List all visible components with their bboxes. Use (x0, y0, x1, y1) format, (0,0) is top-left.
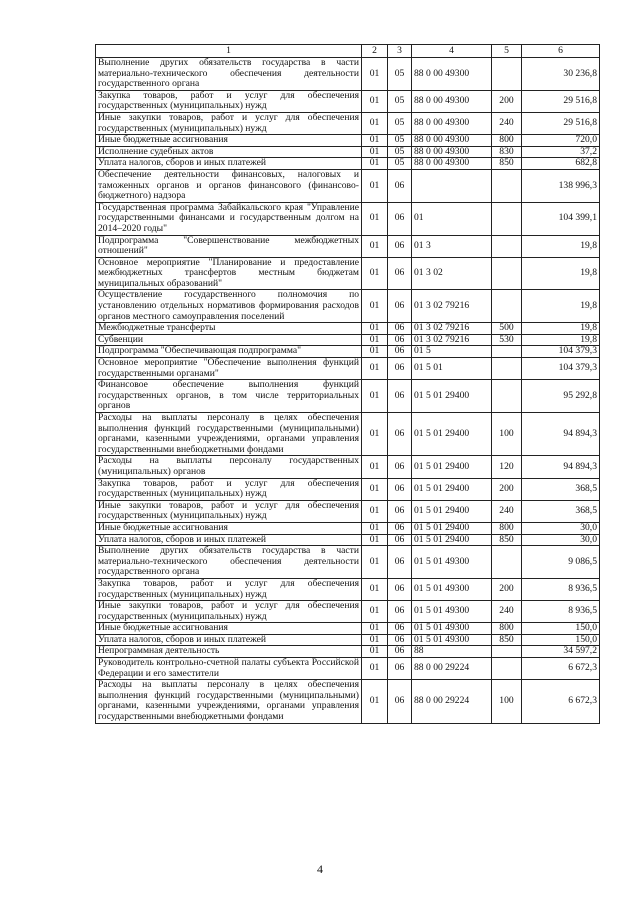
row-subsection-cell: 05 (388, 146, 412, 158)
table-row (96, 202, 600, 235)
row-expense-type-cell: 120 (492, 456, 522, 478)
table-row (96, 522, 600, 534)
table-row (96, 534, 600, 546)
row-subsection-cell: 06 (388, 346, 412, 358)
row-amount-cell: 150,0 (522, 623, 600, 635)
row-target-article-cell: 88 0 00 29224 (412, 680, 492, 723)
row-subsection-cell: 06 (388, 323, 412, 335)
row-name-cell: Иные закупки товаров, работ и услуг для обеспечения государственных (муниципальных) нужд (96, 500, 362, 522)
row-section-cell: 01 (362, 680, 388, 723)
row-expense-type-cell (492, 257, 522, 290)
row-section-cell: 01 (362, 522, 388, 534)
row-target-article-cell: 01 5 01 29400 (412, 500, 492, 522)
row-expense-type-cell (492, 169, 522, 202)
row-subsection-cell: 06 (388, 257, 412, 290)
row-expense-type-cell (492, 290, 522, 323)
row-amount-cell: 720,0 (522, 135, 600, 147)
table-row (96, 658, 600, 680)
column-header-target-article: 4 (412, 45, 492, 58)
column-header-name: 1 (96, 45, 362, 58)
row-amount-cell: 19,8 (522, 290, 600, 323)
row-name-cell: Иные закупки товаров, работ и услуг для обеспечения государственных (муниципальных) нужд (96, 601, 362, 623)
table-row (96, 546, 600, 579)
row-amount-cell: 30,0 (522, 522, 600, 534)
row-name-cell: Иные бюджетные ассигнования (96, 522, 362, 534)
row-target-article-cell: 01 5 01 (412, 358, 492, 380)
row-expense-type-cell (492, 58, 522, 91)
row-name-cell: Основное мероприятие "Планирование и предоставление межбюджетных трансфертов местным бюджетам муниципальных образований" (96, 257, 362, 290)
row-expense-type-cell: 800 (492, 522, 522, 534)
row-amount-cell: 8 936,5 (522, 578, 600, 600)
table-row (96, 257, 600, 290)
row-target-article-cell: 01 3 02 (412, 257, 492, 290)
row-expense-type-cell: 530 (492, 334, 522, 346)
row-amount-cell: 9 086,5 (522, 546, 600, 579)
row-name-cell: Расходы на выплаты персоналу в целях обеспечения выполнения функций государственными (муниципальными) органами, казенными учреждениями, органами управления государственными внебюджетными фондами (96, 413, 362, 456)
row-expense-type-cell: 240 (492, 601, 522, 623)
row-target-article-cell: 88 0 00 49300 (412, 58, 492, 91)
row-name-cell: Уплата налогов, сборов и иных платежей (96, 158, 362, 170)
table-row (96, 90, 600, 112)
row-target-article-cell: 88 0 00 49300 (412, 135, 492, 147)
page-number: 4 (317, 862, 323, 876)
row-subsection-cell: 05 (388, 90, 412, 112)
table-row (96, 646, 600, 658)
row-amount-cell: 37,2 (522, 146, 600, 158)
row-amount-cell: 104 379,3 (522, 346, 600, 358)
row-section-cell: 01 (362, 601, 388, 623)
row-amount-cell: 19,8 (522, 334, 600, 346)
row-name-cell: Обеспечение деятельности финансовых, налоговых и таможенных органов и органов финансового (финансово-бюджетного) надзора (96, 169, 362, 202)
row-target-article-cell (412, 169, 492, 202)
row-target-article-cell: 01 5 (412, 346, 492, 358)
row-amount-cell: 95 292,8 (522, 380, 600, 413)
row-amount-cell: 19,8 (522, 257, 600, 290)
row-subsection-cell: 06 (388, 413, 412, 456)
row-section-cell: 01 (362, 323, 388, 335)
row-amount-cell: 6 672,3 (522, 680, 600, 723)
row-section-cell: 01 (362, 634, 388, 646)
row-amount-cell: 368,5 (522, 500, 600, 522)
row-target-article-cell: 01 5 01 29400 (412, 380, 492, 413)
table-row (96, 158, 600, 170)
row-amount-cell: 30 236,8 (522, 58, 600, 91)
row-name-cell: Осуществление государственного полномочия по установлению отдельных нормативов формирования расходов органов местного самоуправления поселений (96, 290, 362, 323)
row-amount-cell: 30,0 (522, 534, 600, 546)
row-expense-type-cell (492, 546, 522, 579)
row-section-cell: 01 (362, 169, 388, 202)
row-target-article-cell: 01 5 01 49300 (412, 623, 492, 635)
row-amount-cell: 94 894,3 (522, 456, 600, 478)
row-name-cell: Финансовое обеспечение выполнения функций государственных органов, в том числе территориальных органов (96, 380, 362, 413)
table-row (96, 456, 600, 478)
row-expense-type-cell: 200 (492, 90, 522, 112)
row-section-cell: 01 (362, 158, 388, 170)
row-target-article-cell: 01 3 (412, 235, 492, 257)
row-expense-type-cell: 850 (492, 158, 522, 170)
row-subsection-cell: 06 (388, 500, 412, 522)
row-section-cell: 01 (362, 358, 388, 380)
row-expense-type-cell (492, 358, 522, 380)
table-row (96, 680, 600, 723)
row-expense-type-cell (492, 235, 522, 257)
table-row (96, 578, 600, 600)
row-target-article-cell: 01 5 01 49300 (412, 634, 492, 646)
row-name-cell: Субвенции (96, 334, 362, 346)
row-target-article-cell: 01 3 02 79216 (412, 334, 492, 346)
row-expense-type-cell: 800 (492, 623, 522, 635)
row-expense-type-cell: 200 (492, 478, 522, 500)
row-section-cell: 01 (362, 456, 388, 478)
row-subsection-cell: 06 (388, 534, 412, 546)
row-target-article-cell: 01 5 01 49300 (412, 601, 492, 623)
table-row (96, 478, 600, 500)
row-section-cell: 01 (362, 658, 388, 680)
table-row (96, 58, 600, 91)
row-subsection-cell: 06 (388, 546, 412, 579)
row-target-article-cell: 01 3 02 79216 (412, 290, 492, 323)
row-target-article-cell: 88 0 00 49300 (412, 158, 492, 170)
row-name-cell: Руководитель контрольно-счетной палаты субъекта Российской Федерации и его заместители (96, 658, 362, 680)
row-name-cell: Уплата налогов, сборов и иных платежей (96, 634, 362, 646)
row-amount-cell: 29 516,8 (522, 90, 600, 112)
row-expense-type-cell: 500 (492, 323, 522, 335)
table-row (96, 358, 600, 380)
row-target-article-cell: 01 5 01 29400 (412, 534, 492, 546)
row-amount-cell: 368,5 (522, 478, 600, 500)
row-section-cell: 01 (362, 578, 388, 600)
table-row (96, 235, 600, 257)
row-section-cell: 01 (362, 90, 388, 112)
row-subsection-cell: 06 (388, 202, 412, 235)
table-body (96, 58, 600, 724)
row-amount-cell: 150,0 (522, 634, 600, 646)
row-expense-type-cell: 850 (492, 534, 522, 546)
row-name-cell: Иные закупки товаров, работ и услуг для обеспечения государственных (муниципальных) нужд (96, 112, 362, 134)
row-amount-cell: 29 516,8 (522, 112, 600, 134)
table-row (96, 290, 600, 323)
row-target-article-cell: 01 5 01 29400 (412, 413, 492, 456)
row-subsection-cell: 06 (388, 634, 412, 646)
row-amount-cell: 104 399,1 (522, 202, 600, 235)
row-name-cell: Выполнение других обязательств государства в части материально-технического обеспечения деятельности государственного органа (96, 58, 362, 91)
table-row (96, 334, 600, 346)
budget-document (95, 44, 599, 724)
row-subsection-cell: 06 (388, 601, 412, 623)
row-target-article-cell: 88 0 00 49300 (412, 112, 492, 134)
row-amount-cell: 8 936,5 (522, 601, 600, 623)
row-name-cell: Иные бюджетные ассигнования (96, 623, 362, 635)
row-subsection-cell: 06 (388, 658, 412, 680)
table-row (96, 135, 600, 147)
row-amount-cell: 19,8 (522, 323, 600, 335)
row-section-cell: 01 (362, 112, 388, 134)
row-name-cell: Выполнение других обязательств государства в части материально-технического обеспечения деятельности государственного органа (96, 546, 362, 579)
row-section-cell: 01 (362, 346, 388, 358)
row-subsection-cell: 06 (388, 456, 412, 478)
row-name-cell: Межбюджетные трансферты (96, 323, 362, 335)
row-subsection-cell: 06 (388, 522, 412, 534)
row-expense-type-cell: 100 (492, 413, 522, 456)
row-name-cell: Иные бюджетные ассигнования (96, 135, 362, 147)
row-section-cell: 01 (362, 334, 388, 346)
table-row (96, 146, 600, 158)
table-row (96, 634, 600, 646)
row-subsection-cell: 06 (388, 680, 412, 723)
row-expense-type-cell: 200 (492, 578, 522, 600)
row-target-article-cell: 88 0 00 49300 (412, 90, 492, 112)
row-target-article-cell: 01 5 01 29400 (412, 456, 492, 478)
row-target-article-cell: 88 0 00 29224 (412, 658, 492, 680)
row-name-cell: Непрограммная деятельность (96, 646, 362, 658)
row-expense-type-cell: 800 (492, 135, 522, 147)
row-section-cell: 01 (362, 146, 388, 158)
row-subsection-cell: 05 (388, 112, 412, 134)
row-subsection-cell: 06 (388, 578, 412, 600)
row-expense-type-cell (492, 646, 522, 658)
row-section-cell: 01 (362, 135, 388, 147)
table-row (96, 500, 600, 522)
row-amount-cell: 104 379,3 (522, 358, 600, 380)
table-row (96, 413, 600, 456)
table-row (96, 169, 600, 202)
row-target-article-cell: 01 5 01 49300 (412, 546, 492, 579)
row-target-article-cell: 01 5 01 49300 (412, 578, 492, 600)
row-expense-type-cell (492, 346, 522, 358)
row-subsection-cell: 05 (388, 158, 412, 170)
row-subsection-cell: 06 (388, 478, 412, 500)
table-header-row (96, 45, 600, 58)
row-name-cell: Подпрограмма "Обеспечивающая подпрограмма" (96, 346, 362, 358)
column-header-expense-type: 5 (492, 45, 522, 58)
row-target-article-cell: 88 0 00 49300 (412, 146, 492, 158)
row-section-cell: 01 (362, 380, 388, 413)
row-subsection-cell: 06 (388, 623, 412, 635)
row-section-cell: 01 (362, 546, 388, 579)
row-expense-type-cell: 100 (492, 680, 522, 723)
row-subsection-cell: 06 (388, 380, 412, 413)
row-section-cell: 01 (362, 235, 388, 257)
row-name-cell: Исполнение судебных актов (96, 146, 362, 158)
row-section-cell: 01 (362, 290, 388, 323)
row-amount-cell: 34 597,2 (522, 646, 600, 658)
row-name-cell: Уплата налогов, сборов и иных платежей (96, 534, 362, 546)
column-header-subsection: 3 (388, 45, 412, 58)
table-row (96, 623, 600, 635)
row-target-article-cell: 01 5 01 29400 (412, 522, 492, 534)
row-subsection-cell: 06 (388, 334, 412, 346)
row-subsection-cell: 05 (388, 135, 412, 147)
row-target-article-cell: 01 3 02 79216 (412, 323, 492, 335)
row-expense-type-cell (492, 658, 522, 680)
table-row (96, 112, 600, 134)
row-expense-type-cell: 240 (492, 112, 522, 134)
row-section-cell: 01 (362, 413, 388, 456)
row-subsection-cell: 06 (388, 290, 412, 323)
row-amount-cell: 94 894,3 (522, 413, 600, 456)
row-amount-cell: 6 672,3 (522, 658, 600, 680)
row-subsection-cell: 06 (388, 358, 412, 380)
row-name-cell: Расходы на выплаты персоналу государственных (муниципальных) органов (96, 456, 362, 478)
row-expense-type-cell: 850 (492, 634, 522, 646)
row-expense-type-cell (492, 380, 522, 413)
row-subsection-cell: 06 (388, 169, 412, 202)
row-name-cell: Основное мероприятие "Обеспечение выполнения функций государственными органами" (96, 358, 362, 380)
row-name-cell: Закупка товаров, работ и услуг для обеспечения государственных (муниципальных) нужд (96, 90, 362, 112)
row-target-article-cell: 01 5 01 29400 (412, 478, 492, 500)
table-row (96, 601, 600, 623)
table-row (96, 323, 600, 335)
row-amount-cell: 138 996,3 (522, 169, 600, 202)
row-name-cell: Подпрограмма "Совершенствование межбюджетных отношений" (96, 235, 362, 257)
table-row (96, 346, 600, 358)
row-section-cell: 01 (362, 202, 388, 235)
budget-table (95, 44, 600, 724)
row-section-cell: 01 (362, 58, 388, 91)
row-section-cell: 01 (362, 478, 388, 500)
row-target-article-cell: 88 (412, 646, 492, 658)
row-section-cell: 01 (362, 534, 388, 546)
row-amount-cell: 682,8 (522, 158, 600, 170)
row-section-cell: 01 (362, 257, 388, 290)
row-section-cell: 01 (362, 646, 388, 658)
row-name-cell: Государственная программа Забайкальского края "Управление государственными финансами и государственным долгом на 2014–2020 годы" (96, 202, 362, 235)
row-subsection-cell: 05 (388, 58, 412, 91)
row-expense-type-cell (492, 202, 522, 235)
row-name-cell: Закупка товаров, работ и услуг для обеспечения государственных (муниципальных) нужд (96, 578, 362, 600)
row-target-article-cell: 01 (412, 202, 492, 235)
row-amount-cell: 19,8 (522, 235, 600, 257)
row-expense-type-cell: 830 (492, 146, 522, 158)
row-section-cell: 01 (362, 500, 388, 522)
table-row (96, 380, 600, 413)
row-subsection-cell: 06 (388, 235, 412, 257)
row-subsection-cell: 06 (388, 646, 412, 658)
row-expense-type-cell: 240 (492, 500, 522, 522)
column-header-section: 2 (362, 45, 388, 58)
row-name-cell: Закупка товаров, работ и услуг для обеспечения государственных (муниципальных) нужд (96, 478, 362, 500)
row-name-cell: Расходы на выплаты персоналу в целях обеспечения выполнения функций государственными (муниципальными) органами, казенными учреждениями, органами управления государственными внебюджетными фондами (96, 680, 362, 723)
column-header-amount: 6 (522, 45, 600, 58)
row-section-cell: 01 (362, 623, 388, 635)
